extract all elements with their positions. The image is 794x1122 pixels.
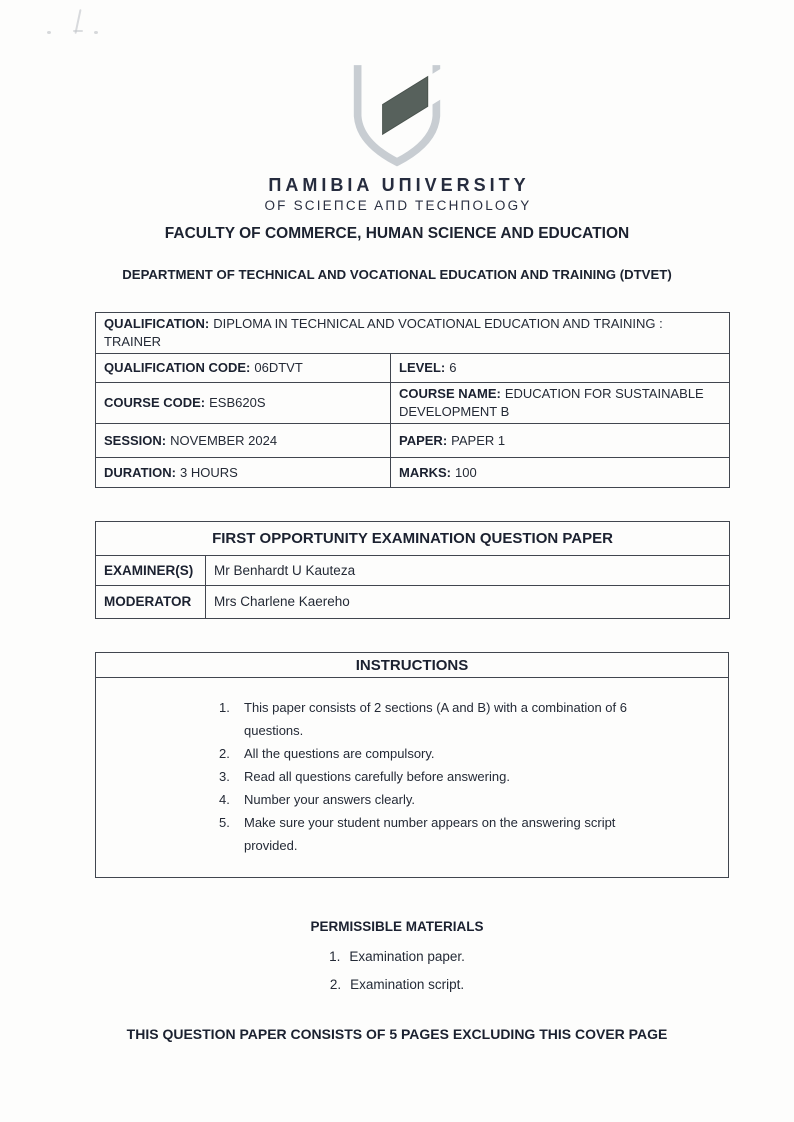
item-number: 2. [219, 746, 230, 761]
shield-icon [349, 62, 445, 170]
table-row [96, 354, 730, 383]
table-row [96, 424, 730, 458]
instructions-heading: INSTRUCTIONS [96, 653, 728, 678]
course-name-value: EDUCATION FOR SUSTAINABLE DEVELOPMENT B [399, 386, 704, 419]
duration-cell [96, 458, 391, 488]
table-row [96, 586, 730, 619]
table-row [96, 313, 730, 354]
table-row [96, 458, 730, 488]
item-text: This paper consists of 2 sections (A and B) with a combination of 6 [244, 700, 627, 715]
exam-paper-title: FIRST OPPORTUNITY EXAMINATION QUESTION PAPER [96, 522, 730, 556]
examiner-label: EXAMINER(S) [96, 556, 206, 586]
course-code-value: ESB620S [209, 395, 266, 410]
pen-mark [47, 31, 51, 34]
department-heading: DEPARTMENT OF TECHNICAL AND VOCATIONAL EDUCATION AND TRAINING (DTVET) [122, 267, 672, 282]
level-value: 6 [449, 360, 457, 375]
paper-value: PAPER 1 [451, 432, 506, 448]
moderator-label: MODERATOR [96, 586, 206, 619]
item-number: 1. [329, 949, 341, 964]
qualification-value: DIPLOMA IN TECHNICAL AND VOCATIONAL EDUCATION AND TRAINING : TRAINER [104, 316, 663, 349]
list-item [219, 742, 728, 765]
qualification-code-cell [96, 354, 391, 383]
table-row [96, 383, 730, 424]
instructions-list [219, 696, 728, 857]
list-item [219, 811, 728, 857]
university-tagline: OF SCIEΠCE AΠD TECHΠOLOGY [264, 198, 532, 213]
item-text: Examination script. [350, 977, 465, 992]
nust-shield-logo [349, 62, 445, 170]
list-item [219, 765, 728, 788]
moderator-value: Mrs Charlene Kaereho [206, 586, 730, 619]
course-name-label: COURSE NAME: [399, 386, 501, 401]
item-number: 4. [219, 792, 230, 807]
pen-mark [94, 31, 98, 34]
examiner-value: Mr Benhardt U Kauteza [206, 556, 730, 586]
session-label: SESSION: [104, 432, 167, 448]
faculty-heading: FACULTY OF COMMERCE, HUMAN SCIENCE AND EDUCATION [164, 225, 630, 242]
item-text: All the questions are compulsory. [244, 746, 435, 761]
item-text: Number your answers clearly. [244, 792, 415, 807]
qualification-label: QUALIFICATION: [104, 316, 210, 331]
list-item [0, 977, 794, 992]
pen-mark [73, 30, 83, 32]
list-item [219, 696, 728, 742]
qualification-code-value: 06DTVT [254, 360, 303, 375]
list-item [219, 788, 728, 811]
session-value: NOVEMBER 2024 [170, 432, 278, 448]
marks-cell [391, 458, 730, 488]
table-row [96, 556, 730, 586]
course-info-table [95, 312, 730, 488]
duration-value: 3 HOURS [179, 464, 238, 480]
course-code-cell [96, 383, 391, 424]
duration-label: DURATION: [104, 464, 176, 480]
list-item [0, 949, 794, 964]
table-row [96, 522, 730, 556]
item-text: Read all questions carefully before answering. [244, 769, 510, 784]
paper-cell [391, 424, 730, 458]
marks-label: MARKS: [399, 464, 451, 480]
materials-heading: PERMISSIBLE MATERIALS [310, 919, 484, 934]
course-code-label: COURSE CODE: [104, 395, 206, 410]
paper-label: PAPER: [399, 432, 448, 448]
item-number: 3. [219, 769, 230, 784]
level-label: LEVEL: [399, 360, 446, 375]
page-count-note: THIS QUESTION PAPER CONSISTS OF 5 PAGES EXCLUDING THIS COVER PAGE [126, 1026, 668, 1042]
instructions-box [95, 652, 729, 878]
level-cell [391, 354, 730, 383]
exam-panel-table [95, 521, 730, 619]
item-text: Make sure your student number appears on the answering script [244, 815, 616, 830]
marks-value: 100 [455, 464, 477, 480]
item-text: questions. [244, 723, 304, 738]
item-text: Examination paper. [349, 949, 465, 964]
university-name: ΠAMIBIA UΠIVERSITY [268, 175, 530, 195]
item-text: provided. [244, 838, 298, 853]
course-name-cell [391, 383, 730, 424]
session-cell [96, 424, 391, 458]
qualification-code-label: QUALIFICATION CODE: [104, 360, 251, 375]
item-number: 1. [219, 700, 230, 715]
item-number: 5. [219, 815, 230, 830]
item-number: 2. [329, 977, 342, 992]
qualification-cell [96, 313, 730, 354]
